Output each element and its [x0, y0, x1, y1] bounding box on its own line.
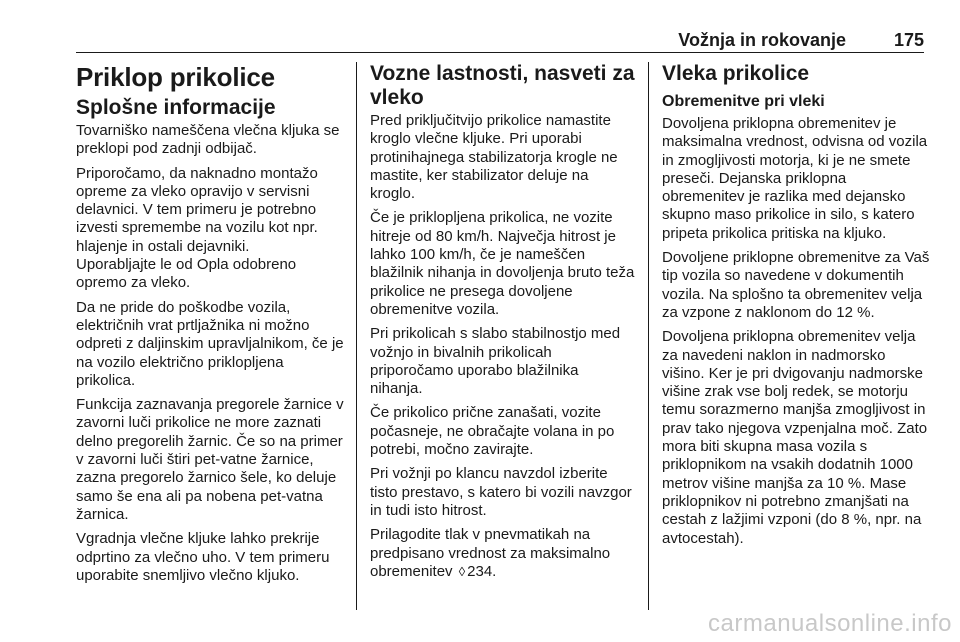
paragraph-with-xref: [370, 526, 635, 581]
paragraph: Pri vožnji po klancu navzdol izberite tisto prestavo, s katero bi vozili navzgor in tudi isto hitrost.: [370, 465, 632, 519]
watermark: carmanualsonline.info: [708, 610, 952, 637]
page-reference-link[interactable]: 234.: [467, 562, 497, 580]
column-divider-2: [648, 62, 649, 610]
column-divider-1: [356, 62, 357, 610]
paragraph: Pred priključitvijo prikolice namastite kroglo vlečne kljuke. Pri uporabi protinihajnega stabilizatorja krogle ne mastite, ker stabilizator deluje na kroglo.: [370, 112, 618, 203]
paragraph: Dovoljena priklopna obremenitev je maksimalna vrednost, odvisna od vozila in zmogljivosti motorja, ki je ne smete preseči. Dejanska priklopna obremenitev je razlika med dejansko skupno maso prikolice in silo, s katero pripeta prikolica pritiska na kljuko.: [662, 115, 928, 242]
paragraph: Tovarniško nameščena vlečna kljuka se preklopi pod zadnji odbijač.: [76, 122, 340, 158]
paragraph: Funkcija zaznavanja pregorele žarnice v zavorni luči prikolice ne more zaznati delno pregorelih žarnic. Če so na primer v zavorni luči štiri pet-vatne žarnice, zazna pregorelo žarnico šele, ko deluje samo še ena ali pa nobena pet-vatna žarnica.: [76, 396, 344, 523]
paragraph: Uporabljajte le od Opla odobreno opremo za vleko.: [76, 256, 297, 292]
page-number: 175: [893, 30, 924, 50]
paragraph: Če prikolico prične zanašati, vozite počasneje, ne obračajte volana in po potrebi, močno zavirajte.: [370, 404, 615, 459]
subsection-title-towing-loads: Obremenitve pri vleki: [662, 93, 825, 110]
paragraph: Da ne pride do poškodbe vozila, električnih vrat prtljažnika ni možno odpreti z daljinskim upravljalnikom, če je na vozilo električno priklopljena prikolica.: [76, 298, 344, 389]
column-1: [76, 62, 344, 591]
column-3: [662, 62, 930, 554]
column-2: [370, 62, 635, 587]
paragraph: Dovoljene priklopne obremenitve za Vaš tip vozila so navedene v dokumentih vozila. Na splošno ta obremenitev velja za vzpone z naklonom do 12 %.: [662, 249, 930, 321]
running-header-title: Vožnja in rokovanje: [678, 30, 846, 50]
paragraph: Če je priklopljena prikolica, ne vozite hitreje od 80 km/h. Največja hitrost je lahko 100 km/h, če je nameščen blažilnik nihanja in dovoljenja bruto teža prikolice ne presega dovoljene obremenitve vozila.: [370, 209, 635, 318]
page-reference-icon: ◊: [458, 563, 466, 579]
section-title-trailer-hitch: Priklop prikolice: [76, 62, 275, 92]
header-rule: [76, 52, 924, 53]
paragraph-text: Prilagodite tlak v pnevmatikah na predpisano vrednost za maksimalno obremenitev: [370, 526, 611, 580]
paragraph: Vgradnja vlečne kljuke lahko prekrije odprtino za vlečno uho. V tem primeru uporabite snemljivo vlečno kljuko.: [76, 530, 330, 584]
paragraph: Dovoljena priklopna obremenitev velja za navedeni naklon in nadmorsko višino. Ker je pri dvigovanju nadmorske višine zrak vse bolj redek, se motorju temu sorazmerno manjša zmogljivost in prav tako njegova vzpenjalna moč. Zato mora biti skupna masa vozila s priklopnikom na vsakih dodatnih 1000 metrov višine manjša za 10 %. Mase priklopnikov ni potrebno zmanjšati na cestah z lažjimi vzponi (do 8 %, npr. na avtocestah).: [662, 328, 928, 547]
section-title-driving-tips: Vozne lastnosti, nasveti za vleko: [370, 62, 635, 109]
page-header: [76, 30, 924, 50]
paragraph: Priporočamo, da naknadno montažo opreme za vleko opravijo v servisni delavnici. V tem primeru je potrebno izvesti spremembe na vozilu kot npr. hlajenje in ostali dejavniki.: [76, 164, 318, 255]
subsection-title-general-info: Splošne informacije: [76, 96, 276, 119]
paragraph: Pri prikolicah s slabo stabilnostjo med vožnjo in bivalnih prikolicah priporočamo uporabo blažilnika nihanja.: [370, 325, 621, 398]
section-title-towing: Vleka prikolice: [662, 62, 810, 85]
